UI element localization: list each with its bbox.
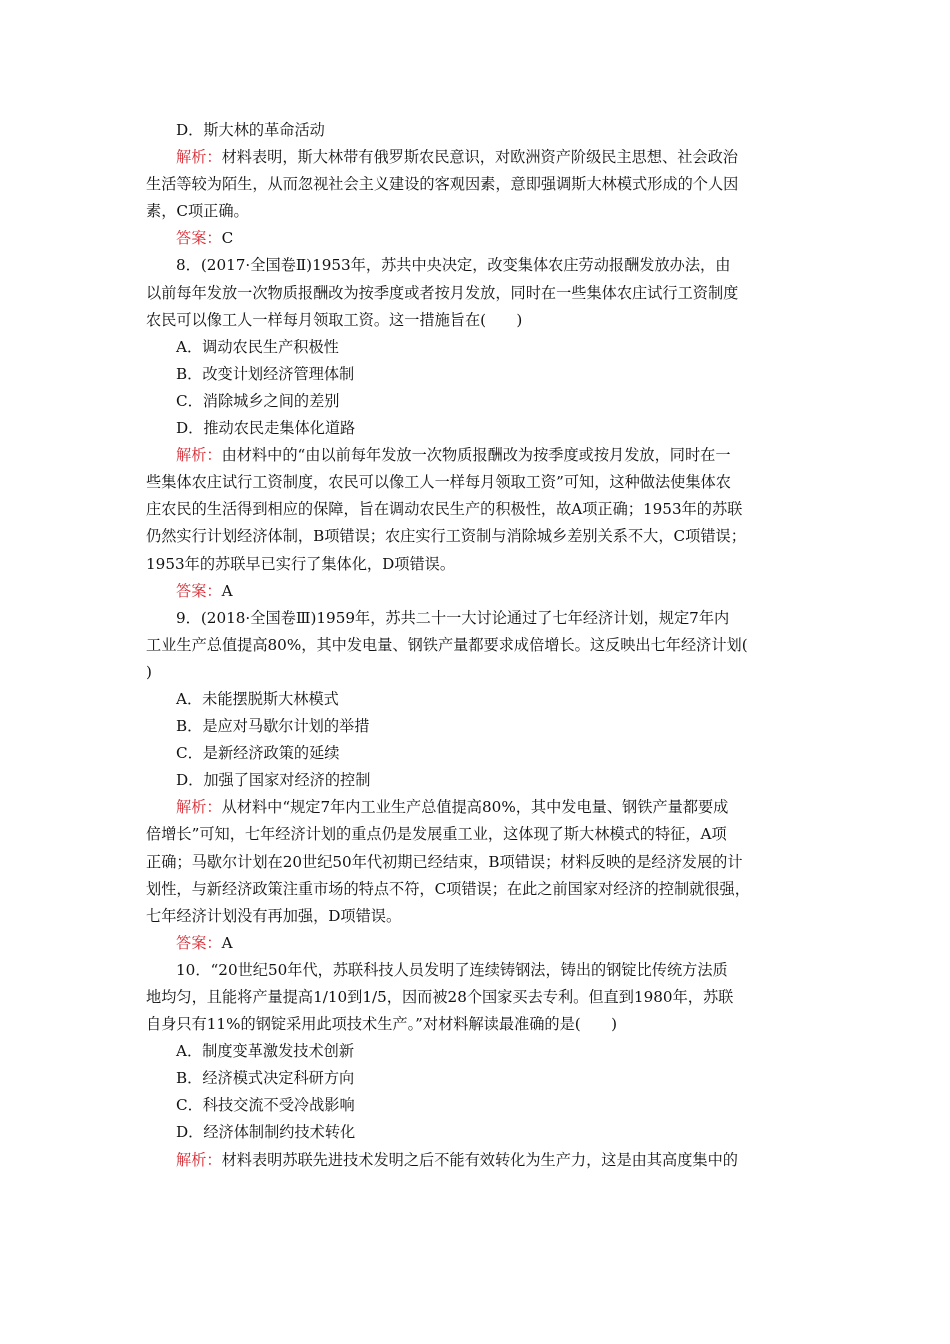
q8-option-b: B．改变计划经济管理体制 bbox=[176, 364, 355, 383]
q10-stem-line: 10．“20世纪50年代，苏联科技人员发明了连续铸钢法，铸出的钢锭比传统方法质 bbox=[176, 960, 728, 979]
q10-option-c: C．科技交流不受冷战影响 bbox=[176, 1096, 355, 1115]
q8-stem-line: 8．(2017·全国卷Ⅱ)1953年，苏共中央决定，改变集体农庄劳动报酬发放办法，由 bbox=[176, 256, 731, 275]
analysis-label: 解析： bbox=[176, 1150, 222, 1169]
q8-analysis-line bbox=[146, 442, 818, 469]
q9-option-b: B．是应对马歇尔计划的举措 bbox=[176, 717, 370, 736]
q10-option-a: A．制度变革激发技术创新 bbox=[176, 1042, 355, 1061]
q9-stem-line: 9．(2018·全国卷Ⅲ)1959年，苏共二十一大讨论通过了七年经济计划，规定7年内 bbox=[176, 608, 730, 627]
answer-label: 答案： bbox=[176, 933, 222, 952]
answer-label: 答案： bbox=[176, 229, 222, 248]
analysis-label: 解析： bbox=[176, 446, 222, 465]
q8-option-d: D．推动农民走集体化道路 bbox=[176, 419, 356, 438]
answer-label: 答案： bbox=[176, 581, 222, 600]
q8-analysis-line: 庄农民的生活得到相应的保障，旨在调动农民生产的积极性，故A项正确；1953年的苏联 bbox=[146, 500, 743, 519]
analysis-label: 解析： bbox=[176, 148, 222, 167]
q9-analysis-line: 划性，与新经济政策注重市场的特点不符，C项错误；在此之前国家对经济的控制就很强， bbox=[146, 879, 750, 898]
q8-answer-line bbox=[146, 578, 818, 605]
q7-analysis-text: 材料表明，斯大林带有俄罗斯农民意识，对欧洲资产阶级民主思想、社会政治 bbox=[221, 148, 738, 167]
q7-answer-value: C bbox=[221, 229, 234, 248]
q8-option-c: C．消除城乡之间的差别 bbox=[176, 391, 340, 410]
q7-analysis-line bbox=[146, 144, 818, 171]
q8-analysis-line: 仍然实行计划经济体制，B项错误；农庄实行工资制与消除城乡差别关系不大，C项错误； bbox=[146, 527, 746, 546]
q10-stem-line: 自身只有11%的钢锭采用此项技术生产。”对材料解读最准确的是( ) bbox=[146, 1015, 618, 1034]
q7-analysis-line: 生活等较为陌生，从而忽视社会主义建设的客观因素，意即强调斯大林模式形成的个人因 bbox=[146, 175, 739, 194]
q9-option-c: C．是新经济政策的延续 bbox=[176, 744, 340, 763]
q9-analysis-line: 正确；马歇尔计划在20世纪50年代初期已经结束，B项错误；材料反映的是经济发展的计 bbox=[146, 852, 743, 871]
q8-stem-line: 以前每年发放一次物质报酬改为按季度或者按月发放，同时在一些集体农庄试行工资制度 bbox=[146, 283, 739, 302]
q9-option-d: D．加强了国家对经济的控制 bbox=[176, 771, 371, 790]
q7-option-d: D．斯大林的革命活动 bbox=[176, 121, 325, 139]
analysis-label: 解析： bbox=[176, 798, 222, 817]
q10-analysis-text: 材料表明苏联先进技术发明之后不能有效转化为生产力，这是由其高度集中的 bbox=[221, 1150, 738, 1169]
q8-analysis-line: 1953年的苏联早已实行了集体化，D项错误。 bbox=[146, 554, 456, 573]
q10-analysis-line bbox=[146, 1147, 818, 1174]
q9-analysis-line: 七年经济计划没有再加强，D项错误。 bbox=[146, 906, 402, 925]
q10-option-d: D．经济体制制约技术转化 bbox=[176, 1123, 356, 1142]
q9-analysis-text: 从材料中“规定7年内工业生产总值提高80%，其中发电量、钢铁产量都要成 bbox=[221, 798, 729, 817]
q10-option-b: B．经济模式决定科研方向 bbox=[176, 1069, 355, 1088]
q8-option-a: A．调动农民生产积极性 bbox=[176, 337, 339, 356]
q9-option-a: A．未能摆脱斯大林模式 bbox=[176, 689, 339, 708]
q8-analysis-line: 些集体农庄试行工资制度，农民可以像工人一样每月领取工资”可知，这种做法使集体农 bbox=[146, 473, 731, 492]
document-page bbox=[146, 117, 818, 1174]
q8-answer-value: A bbox=[221, 581, 233, 600]
q10-stem-line: 地均匀，且能将产量提高1/10到1/5，因而被28个国家买去专利。但直到1980年，苏联 bbox=[146, 988, 734, 1006]
q9-answer-line bbox=[146, 930, 818, 957]
q9-answer-value: A bbox=[221, 933, 233, 952]
q7-answer-line bbox=[146, 225, 818, 252]
q9-analysis-line bbox=[146, 794, 818, 821]
q9-stem-line: 工业生产总值提高80%，其中发电量、钢铁产量都要求成倍增长。这反映出七年经济计划( bbox=[146, 635, 748, 654]
q8-analysis-text: 由材料中的“由以前每年发放一次物质报酬改为按季度或按月发放，同时在一 bbox=[221, 446, 731, 465]
q8-stem-line: 农民可以像工人一样每月领取工资。这一措施旨在( ) bbox=[146, 310, 523, 329]
q7-analysis-line: 素，C项正确。 bbox=[146, 202, 249, 221]
q9-stem-line: ) bbox=[146, 662, 152, 681]
q9-analysis-line: 倍增长”可知，七年经济计划的重点仍是发展重工业，这体现了斯大林模式的特征，A项 bbox=[146, 825, 727, 844]
